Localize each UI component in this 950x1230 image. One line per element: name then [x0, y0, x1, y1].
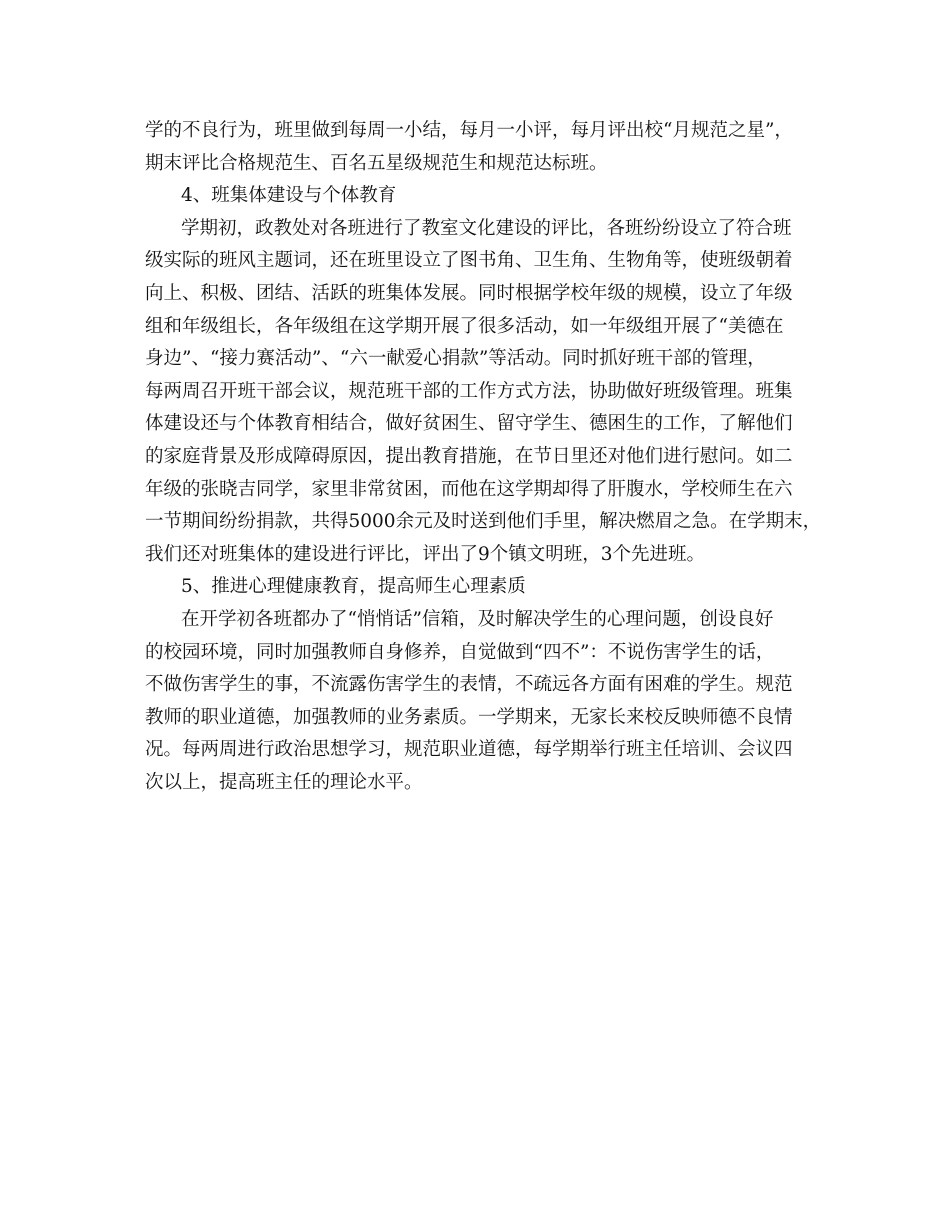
- text-line: 5、推进心理健康教育，提高师生心理素质: [181, 576, 526, 598]
- text-line: 教师的职业道德，加强教师的业务素质。一学期来，无家长来校反映师德不良情: [145, 706, 793, 728]
- text-line: 体建设还与个体教育相结合，做好贫困生、留守学生、德困生的工作，了解他们: [145, 413, 793, 435]
- text-line: 级实际的班风主题词，还在班里设立了图书角、卫生角、生物角等，使班级朝着: [145, 250, 793, 272]
- text-line: 组和年级组长，各年级组在这学期开展了很多活动，如一年级组开展了“美德在: [145, 315, 784, 337]
- text-line: 次以上，提高班主任的理论水平。: [145, 771, 423, 793]
- text-line: 4、班集体建设与个体教育: [181, 185, 397, 207]
- text-line: 学的不良行为，班里做到每周一小结，每月一小评，每月评出校“月规范之星”，: [145, 120, 793, 141]
- text-line: 的校园环境，同时加强教师自身修养，自觉做到“四不”：不说伤害学生的话，: [145, 641, 775, 663]
- text-line: 身边”、“接力赛活动”、“六一献爱心捐款”等活动。同时抓好班干部的管理，: [145, 348, 766, 370]
- text-line: 一节期间纷纷捐款，共得5000余元及时送到他们手里，解决燃眉之急。在学期末，: [145, 511, 822, 533]
- text-line: 在开学初各班都办了“悄悄话”信箱，及时解决学生的心理问题，创设良好: [181, 608, 774, 630]
- text-line: 不做伤害学生的事，不流露伤害学生的表情，不疏远各方面有困难的学生。规范: [145, 674, 793, 696]
- text-line: 的家庭背景及形成障碍原因，提出教育措施，在节日里还对他们进行慰问。如二: [145, 445, 793, 467]
- text-line: 况。每两周进行政治思想学习，规范职业道德，每学期举行班主任培训、会议四: [145, 739, 793, 761]
- text-line: 每两周召开班干部会议，规范班干部的工作方式方法，协助做好班级管理。班集: [145, 380, 793, 402]
- text-line: 学期初，政教处对各班进行了教室文化建设的评比，各班纷纷设立了符合班: [181, 217, 792, 239]
- text-line: 期末评比合格规范生、百名五星级规范生和规范达标班。: [145, 152, 608, 174]
- text-line: 向上、积极、团结、活跃的班集体发展。同时根据学校年级的规模，设立了年级: [145, 282, 793, 304]
- text-line: 年级的张晓吉同学，家里非常贫困，而他在这学期却得了肝腹水，学校师生在六: [145, 478, 793, 500]
- text-line: 我们还对班集体的建设进行评比，评出了9个镇文明班，3个先进班。: [145, 543, 706, 565]
- document-body: [145, 115, 825, 799]
